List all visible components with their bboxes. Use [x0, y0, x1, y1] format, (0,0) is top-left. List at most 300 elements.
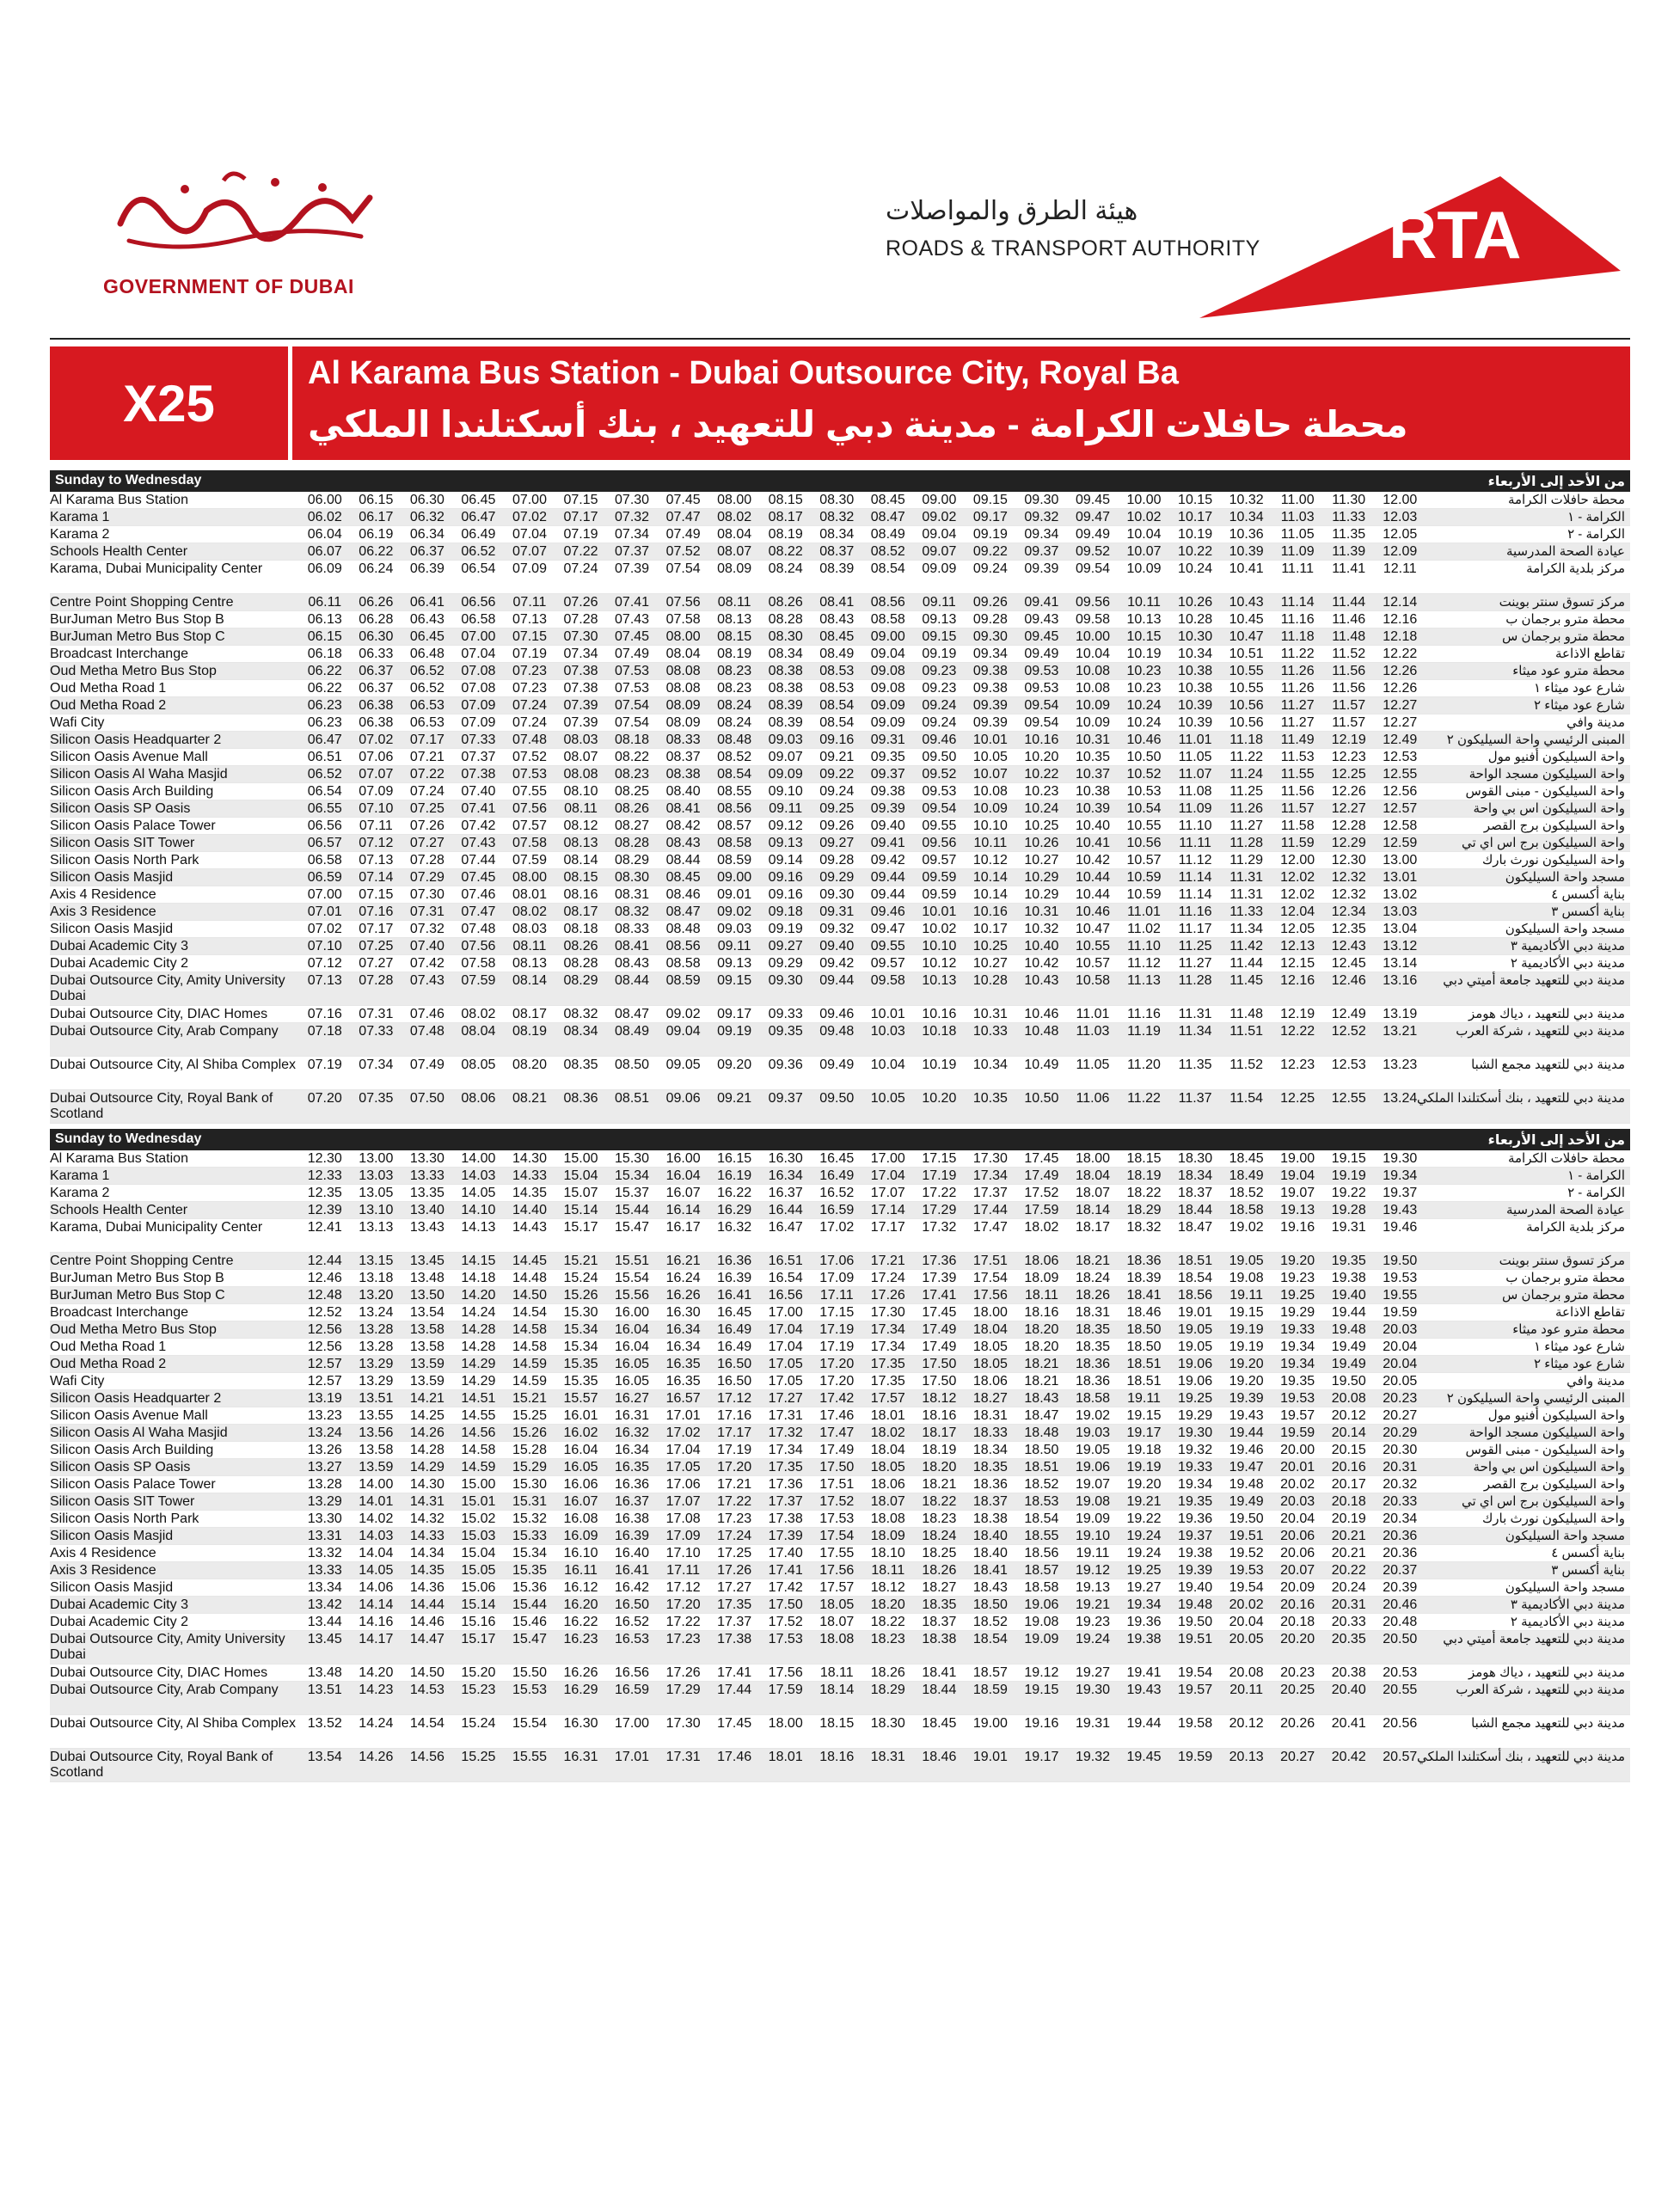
- departure-time: 12.23: [1331, 750, 1366, 764]
- departure-time: 17.05: [768, 1374, 803, 1389]
- departure-time: 13.29: [359, 1374, 394, 1389]
- departure-time: 08.56: [870, 595, 905, 610]
- departure-time: 11.09: [1178, 801, 1212, 816]
- departure-time: 08.27: [615, 818, 650, 833]
- departure-time: 14.48: [512, 1271, 547, 1285]
- departure-time: 16.54: [768, 1271, 803, 1285]
- departure-time: 08.32: [819, 510, 855, 524]
- departure-time: 10.16: [922, 1007, 957, 1021]
- departure-time: 13.14: [1383, 956, 1418, 971]
- departure-time: 11.18: [1280, 629, 1315, 644]
- departure-time: 17.57: [819, 1580, 855, 1595]
- departure-time: 11.05: [1178, 750, 1212, 764]
- departure-time: 08.26: [615, 801, 650, 816]
- departure-time: 06.58: [307, 853, 342, 868]
- departure-time: 06.22: [307, 681, 342, 696]
- stop-name-en: Silicon Oasis Avenue Mall: [50, 1408, 208, 1423]
- departure-time: 07.28: [409, 853, 445, 868]
- departure-time: 06.30: [409, 493, 445, 507]
- route-title-arabic: محطة حافلات الكرامة - مدينة دبي للتعهيد ، بنك أسكتلندا الملكي: [308, 404, 1408, 444]
- departure-time: 07.08: [461, 664, 496, 678]
- departure-time: 11.01: [1127, 904, 1161, 919]
- departure-time: 07.58: [512, 836, 547, 850]
- departure-time: 09.52: [922, 767, 957, 782]
- departure-time: 08.34: [819, 527, 855, 542]
- departure-times: [299, 510, 1426, 525]
- stop-name-en: BurJuman Metro Bus Stop C: [50, 1288, 225, 1303]
- departure-time: 06.33: [359, 647, 394, 661]
- departure-time: 09.54: [1024, 715, 1059, 730]
- departure-time: 17.10: [665, 1546, 701, 1560]
- stop-name-en: Dubai Outsource City, Al Shiba Complex: [50, 1058, 297, 1072]
- departure-time: 18.54: [1024, 1511, 1059, 1526]
- departure-times: [299, 681, 1426, 696]
- departure-time: 17.46: [717, 1750, 752, 1764]
- departure-time: 16.21: [665, 1254, 701, 1268]
- departure-time: 06.23: [307, 715, 342, 730]
- departure-time: 09.35: [870, 750, 905, 764]
- departure-time: 13.10: [359, 1203, 394, 1217]
- departure-time: 08.58: [665, 956, 701, 971]
- departure-time: 18.16: [922, 1408, 957, 1423]
- stop-name-en: Silicon Oasis Masjid: [50, 1580, 174, 1595]
- departure-time: 11.39: [1332, 544, 1366, 559]
- departure-time: 17.29: [922, 1203, 957, 1217]
- departure-time: 18.31: [1075, 1305, 1110, 1320]
- departure-time: 12.22: [1383, 647, 1418, 661]
- stop-name-ar: بناية أكسس ٤: [1551, 887, 1625, 902]
- departure-time: 17.27: [717, 1580, 752, 1595]
- departure-time: 08.05: [461, 1058, 496, 1072]
- departure-time: 11.45: [1229, 973, 1264, 988]
- departure-times: [299, 733, 1426, 748]
- departure-time: 09.59: [922, 870, 957, 885]
- departure-time: 06.37: [359, 681, 394, 696]
- departure-time: 07.29: [409, 870, 445, 885]
- departure-time: 10.04: [1075, 647, 1110, 661]
- departure-time: 18.51: [1126, 1374, 1162, 1389]
- timetable-row: [50, 749, 1630, 766]
- departure-time: 18.38: [922, 1632, 957, 1646]
- departure-time: 10.47: [1075, 922, 1110, 936]
- stop-name-ar: عيادة الصحة المدرسية: [1505, 544, 1625, 559]
- departure-time: 17.31: [768, 1408, 803, 1423]
- departure-time: 07.47: [665, 510, 701, 524]
- departure-time: 18.44: [922, 1683, 957, 1697]
- departure-time: 09.57: [922, 853, 957, 868]
- departure-time: 16.56: [768, 1288, 803, 1303]
- departure-time: 06.26: [359, 595, 394, 610]
- departure-time: 19.07: [1075, 1477, 1110, 1492]
- departure-time: 19.38: [1331, 1271, 1366, 1285]
- departure-time: 10.43: [1024, 973, 1059, 988]
- departure-time: 08.17: [512, 1007, 547, 1021]
- departure-time: 15.17: [563, 1220, 598, 1235]
- departure-time: 18.29: [870, 1683, 905, 1697]
- departure-time: 19.24: [1126, 1529, 1162, 1543]
- departure-time: 19.23: [1280, 1271, 1315, 1285]
- departure-time: 09.21: [717, 1091, 752, 1106]
- departure-time: 06.04: [307, 527, 342, 542]
- departure-times: [299, 612, 1426, 628]
- departure-time: 09.50: [922, 750, 957, 764]
- departure-time: 07.54: [665, 561, 701, 576]
- departure-time: 07.54: [615, 715, 650, 730]
- departure-time: 16.30: [665, 1305, 701, 1320]
- departure-time: 17.59: [1024, 1203, 1059, 1217]
- departure-time: 13.19: [1383, 1007, 1418, 1021]
- departure-times: [299, 956, 1426, 972]
- stop-name-ar: عيادة الصحة المدرسية: [1505, 1203, 1625, 1217]
- departure-time: 20.35: [1331, 1632, 1366, 1646]
- timetable-row: [50, 1545, 1630, 1562]
- departure-time: 09.39: [972, 715, 1008, 730]
- departure-time: 08.03: [512, 922, 547, 936]
- departure-time: 08.41: [819, 595, 855, 610]
- departure-time: 10.10: [972, 818, 1008, 833]
- departure-time: 08.11: [564, 801, 598, 816]
- departure-times: [299, 836, 1426, 851]
- departure-times: [299, 1425, 1426, 1441]
- departure-time: 06.54: [461, 561, 496, 576]
- departure-time: 08.36: [563, 1091, 598, 1106]
- stop-name-ar: مركز بلدية الكرامة: [1526, 1220, 1625, 1235]
- departure-time: 12.55: [1383, 767, 1418, 782]
- departure-time: 08.40: [665, 784, 701, 799]
- departure-time: 14.29: [461, 1357, 496, 1371]
- departure-time: 19.34: [1280, 1357, 1315, 1371]
- departure-time: 14.02: [359, 1511, 394, 1526]
- departure-time: 09.00: [717, 870, 752, 885]
- departure-time: 16.19: [717, 1168, 752, 1183]
- departure-time: 07.49: [409, 1058, 445, 1072]
- departure-time: 18.51: [1126, 1357, 1162, 1371]
- departure-time: 08.00: [665, 629, 701, 644]
- stop-name-en: Karama, Dubai Municipality Center: [50, 1220, 263, 1235]
- departure-time: 08.28: [563, 956, 598, 971]
- departure-time: 12.02: [1280, 887, 1315, 902]
- departure-time: 19.59: [1280, 1425, 1315, 1440]
- departure-time: 19.08: [1229, 1271, 1264, 1285]
- departure-time: 10.16: [1024, 733, 1059, 747]
- departure-time: 10.55: [1075, 939, 1110, 953]
- departure-time: 11.27: [1280, 715, 1315, 730]
- departure-time: 15.21: [512, 1391, 547, 1406]
- stop-name-ar: مدينة وافي: [1567, 715, 1625, 730]
- departure-times: [299, 870, 1426, 886]
- departure-time: 11.26: [1229, 801, 1264, 816]
- gov-arabic-calligraphy: [103, 163, 387, 258]
- stop-name-ar: مدينة دبي للتعهيد جامعة أميتي دبي: [1443, 973, 1625, 988]
- departure-time: 12.25: [1331, 767, 1366, 782]
- departure-time: 08.45: [665, 870, 701, 885]
- timetable-row: [50, 852, 1630, 869]
- departure-time: 17.52: [768, 1615, 803, 1629]
- departure-time: 07.12: [307, 956, 342, 971]
- departure-time: 08.19: [717, 647, 752, 661]
- departure-times: [299, 1477, 1426, 1493]
- departure-time: 13.29: [307, 1494, 342, 1509]
- departure-time: 09.55: [870, 939, 905, 953]
- departure-time: 09.16: [768, 887, 803, 902]
- departure-time: 09.34: [972, 647, 1008, 661]
- departure-time: 19.33: [1280, 1322, 1315, 1337]
- departure-time: 13.03: [1383, 904, 1418, 919]
- stop-name-en: Silicon Oasis Masjid: [50, 870, 174, 885]
- departure-time: 09.49: [1024, 647, 1059, 661]
- departure-time: 16.41: [717, 1288, 752, 1303]
- departure-time: 15.03: [461, 1529, 496, 1543]
- departure-time: 08.30: [768, 629, 803, 644]
- timetable-row: [50, 886, 1630, 904]
- departure-time: 12.27: [1383, 698, 1418, 713]
- departure-time: 12.45: [1331, 956, 1366, 971]
- stop-name-ar: واحة السيليكون برج اس اي تي: [1462, 836, 1625, 850]
- departure-time: 20.40: [1331, 1683, 1366, 1697]
- departure-time: 18.32: [1126, 1220, 1162, 1235]
- departure-time: 10.38: [1178, 664, 1213, 678]
- stop-name-en: Al Karama Bus Station: [50, 1151, 188, 1166]
- departure-time: 13.00: [1383, 853, 1418, 868]
- departure-time: 09.22: [972, 544, 1008, 559]
- stop-name-en: Karama 2: [50, 1186, 110, 1200]
- departure-time: 12.18: [1383, 629, 1418, 644]
- departure-time: 10.05: [972, 750, 1008, 764]
- departure-time: 19.05: [1075, 1443, 1110, 1457]
- departure-time: 14.28: [409, 1443, 445, 1457]
- stop-name-ar: واحة السيليكون نورث بارك: [1481, 1511, 1625, 1526]
- departure-time: 19.20: [1229, 1357, 1264, 1371]
- departure-time: 17.40: [768, 1546, 803, 1560]
- departure-time: 10.44: [1075, 887, 1110, 902]
- departure-time: 07.02: [307, 922, 342, 936]
- departure-time: 07.58: [461, 956, 496, 971]
- departure-time: 18.12: [922, 1391, 957, 1406]
- departure-time: 18.54: [1178, 1271, 1213, 1285]
- departure-time: 08.54: [870, 561, 905, 576]
- departure-time: 12.57: [1383, 801, 1418, 816]
- departure-time: 14.00: [461, 1151, 496, 1166]
- departure-time: 19.11: [1076, 1546, 1110, 1560]
- departure-time: 19.19: [1229, 1340, 1264, 1354]
- departure-time: 17.09: [819, 1271, 855, 1285]
- departure-time: 11.28: [1229, 836, 1264, 850]
- departure-time: 08.39: [819, 561, 855, 576]
- departure-time: 12.14: [1383, 595, 1418, 610]
- departure-time: 18.20: [1024, 1322, 1059, 1337]
- departure-time: 16.59: [819, 1203, 855, 1217]
- departure-time: 17.19: [819, 1322, 855, 1337]
- departure-time: 18.04: [972, 1322, 1008, 1337]
- departure-time: 10.13: [922, 973, 957, 988]
- departure-time: 10.59: [1126, 870, 1162, 885]
- departure-time: 10.01: [972, 733, 1008, 747]
- departure-time: 09.30: [972, 629, 1008, 644]
- departure-time: 20.04: [1229, 1615, 1264, 1629]
- departure-time: 09.00: [922, 493, 957, 507]
- departure-time: 07.50: [409, 1091, 445, 1106]
- departure-time: 09.26: [819, 818, 855, 833]
- departure-time: 14.50: [512, 1288, 547, 1303]
- departure-time: 09.50: [819, 1091, 855, 1106]
- departure-time: 06.45: [409, 629, 445, 644]
- departure-time: 10.45: [1229, 612, 1264, 627]
- stop-name-ar: واحة السيليكون أفنيو مول: [1487, 1408, 1625, 1423]
- departure-time: 17.56: [972, 1288, 1008, 1303]
- departure-time: 13.43: [409, 1220, 445, 1235]
- departure-time: 10.09: [1075, 715, 1110, 730]
- departure-time: 16.45: [819, 1151, 855, 1166]
- departure-time: 19.50: [1383, 1254, 1418, 1268]
- departure-time: 10.32: [1024, 922, 1059, 936]
- departure-times: [299, 818, 1426, 834]
- departure-time: 17.34: [870, 1322, 905, 1337]
- departure-time: 15.54: [512, 1716, 547, 1731]
- departure-time: 07.53: [512, 767, 547, 782]
- departure-time: 07.22: [563, 544, 598, 559]
- departure-time: 17.17: [717, 1425, 752, 1440]
- departure-time: 14.31: [409, 1494, 445, 1509]
- departure-time: 09.13: [717, 956, 752, 971]
- departure-time: 10.50: [1024, 1091, 1059, 1106]
- departure-time: 19.16: [1024, 1716, 1059, 1731]
- departure-time: 14.14: [359, 1597, 394, 1612]
- departure-times: [299, 1750, 1426, 1765]
- stop-name-ar: مدينة دبي للتعهيد مجمع الشبا: [1471, 1716, 1625, 1731]
- departure-time: 15.14: [461, 1597, 496, 1612]
- departure-time: 18.51: [1178, 1254, 1213, 1268]
- timetable-row: [50, 1373, 1630, 1390]
- departure-time: 09.17: [972, 510, 1008, 524]
- departure-time: 07.12: [359, 836, 394, 850]
- departure-time: 20.15: [1331, 1443, 1366, 1457]
- departure-time: 18.07: [1075, 1186, 1110, 1200]
- departure-time: 18.01: [870, 1408, 905, 1423]
- departure-time: 12.35: [307, 1186, 342, 1200]
- departure-time: 07.22: [409, 767, 445, 782]
- departure-time: 11.31: [1229, 870, 1264, 885]
- departure-times: [299, 1615, 1426, 1630]
- departure-time: 09.15: [717, 973, 752, 988]
- departure-time: 14.30: [512, 1151, 547, 1166]
- departure-time: 20.29: [1383, 1425, 1418, 1440]
- departure-time: 18.47: [1024, 1408, 1059, 1423]
- departure-time: 09.59: [922, 887, 957, 902]
- departure-time: 08.39: [768, 698, 803, 713]
- departure-time: 15.29: [512, 1460, 547, 1474]
- departure-time: 20.36: [1383, 1546, 1418, 1560]
- stop-name-ar: شارع عود ميثاء ١: [1534, 1340, 1625, 1354]
- departure-time: 19.46: [1229, 1443, 1264, 1457]
- departure-time: 07.37: [461, 750, 496, 764]
- departure-time: 11.34: [1178, 1024, 1212, 1039]
- departure-time: 19.49: [1331, 1357, 1366, 1371]
- timetable-row: [50, 1168, 1630, 1185]
- stop-name-en: Dubai Outsource City, Amity University Dubai: [50, 973, 285, 1003]
- departure-time: 14.21: [409, 1391, 445, 1406]
- departure-time: 17.51: [819, 1477, 855, 1492]
- departure-time: 18.35: [972, 1460, 1008, 1474]
- stop-name-en: Schools Health Center: [50, 544, 188, 559]
- departure-time: 07.16: [359, 904, 394, 919]
- departure-time: 08.51: [615, 1091, 650, 1106]
- departure-time: 13.58: [409, 1340, 445, 1354]
- departure-time: 17.24: [870, 1271, 905, 1285]
- departure-time: 06.56: [461, 595, 496, 610]
- stop-name-en: Silicon Oasis North Park: [50, 853, 199, 868]
- departure-time: 15.16: [461, 1615, 496, 1629]
- stop-name-en: Silicon Oasis Headquarter 2: [50, 1391, 222, 1406]
- departure-time: 12.27: [1383, 715, 1418, 730]
- departure-time: 08.59: [717, 853, 752, 868]
- stop-name-en: Dubai Outsource City, DIAC Homes: [50, 1665, 268, 1680]
- departure-time: 19.27: [1075, 1665, 1110, 1680]
- departure-time: 18.52: [972, 1615, 1008, 1629]
- departure-time: 12.28: [1331, 818, 1366, 833]
- departure-time: 19.25: [1280, 1288, 1315, 1303]
- departure-time: 09.43: [1024, 612, 1059, 627]
- departure-time: 08.00: [717, 493, 752, 507]
- departure-time: 08.44: [665, 853, 701, 868]
- departure-time: 08.47: [665, 904, 701, 919]
- departure-time: 14.01: [359, 1494, 394, 1509]
- departure-time: 18.44: [1178, 1203, 1213, 1217]
- departure-time: 15.57: [563, 1391, 598, 1406]
- departure-time: 11.30: [1332, 493, 1366, 507]
- departure-time: 19.34: [1383, 1168, 1418, 1183]
- departure-time: 18.58: [1024, 1580, 1059, 1595]
- departure-times: [299, 1511, 1426, 1527]
- departure-time: 18.45: [1229, 1151, 1264, 1166]
- departure-time: 08.29: [615, 853, 650, 868]
- departure-time: 18.43: [1024, 1391, 1059, 1406]
- departure-time: 15.21: [563, 1254, 598, 1268]
- departure-time: 16.31: [563, 1750, 598, 1764]
- stop-name-en: BurJuman Metro Bus Stop C: [50, 629, 225, 644]
- departure-time: 19.41: [1126, 1665, 1162, 1680]
- days-label-en: Sunday to Wednesday: [55, 1131, 202, 1146]
- departure-time: 15.35: [512, 1563, 547, 1578]
- departure-time: 17.34: [870, 1340, 905, 1354]
- departure-time: 15.50: [512, 1665, 547, 1680]
- departure-time: 10.07: [972, 767, 1008, 782]
- departure-time: 11.29: [1229, 853, 1264, 868]
- departure-time: 20.07: [1280, 1563, 1315, 1578]
- departure-time: 13.48: [409, 1271, 445, 1285]
- departure-time: 20.12: [1229, 1716, 1264, 1731]
- departure-time: 08.44: [615, 973, 650, 988]
- departure-time: 19.08: [1075, 1494, 1110, 1509]
- timetable-row: [50, 938, 1630, 955]
- departure-time: 17.44: [717, 1683, 752, 1697]
- timetable-row: [50, 800, 1630, 818]
- departure-time: 10.11: [973, 836, 1008, 850]
- departure-time: 18.50: [1126, 1322, 1162, 1337]
- departure-time: 07.19: [512, 647, 547, 661]
- departure-time: 16.42: [615, 1580, 650, 1595]
- departure-time: 15.07: [563, 1186, 598, 1200]
- departure-time: 10.24: [1126, 698, 1162, 713]
- departure-time: 16.34: [768, 1168, 803, 1183]
- departure-time: 08.26: [768, 595, 803, 610]
- departure-time: 20.08: [1229, 1665, 1264, 1680]
- departure-time: 07.04: [512, 527, 547, 542]
- departure-time: 20.02: [1229, 1597, 1264, 1612]
- timetable-row: [50, 628, 1630, 646]
- departure-time: 19.53: [1229, 1563, 1264, 1578]
- departure-times: [299, 1374, 1426, 1389]
- departure-time: 07.56: [461, 939, 496, 953]
